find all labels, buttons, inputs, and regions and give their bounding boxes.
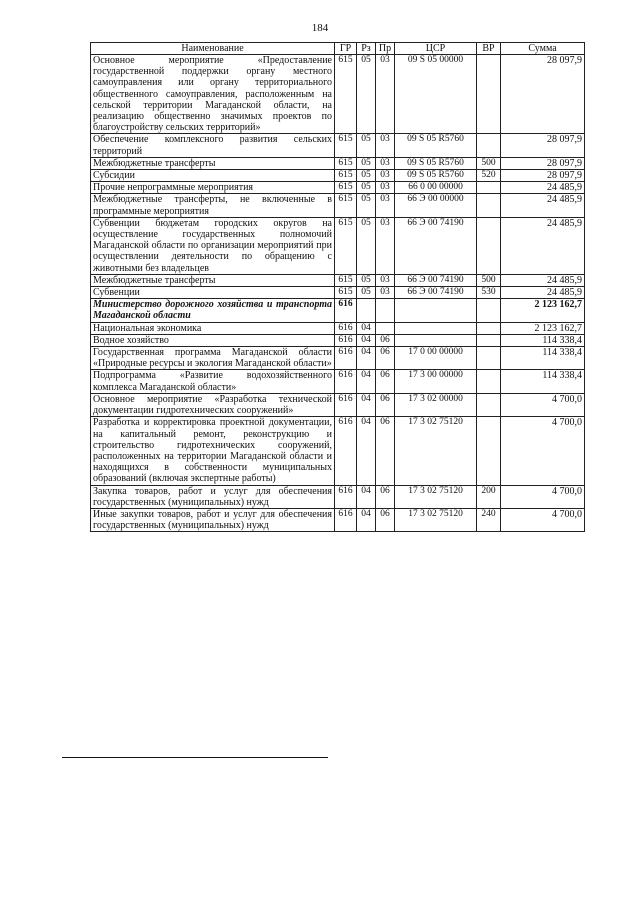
table-header-row <box>91 43 585 55</box>
cell-sum: 28 097,9 <box>501 170 585 182</box>
table-row <box>91 194 585 217</box>
cell-name: Водное хозяйство <box>91 334 335 346</box>
cell-rz: 04 <box>357 393 376 416</box>
cell-gr: 615 <box>335 170 357 182</box>
cell-csr: 17 3 02 00000 <box>395 393 477 416</box>
cell-csr: 17 3 02 75120 <box>395 485 477 508</box>
cell-csr: 09 S 05 R5760 <box>395 170 477 182</box>
header-vr: ВР <box>477 43 501 55</box>
cell-name: Министерство дорожного хозяйства и транспорта Магаданской области <box>91 299 335 322</box>
cell-pr: 03 <box>376 194 395 217</box>
cell-sum: 24 485,9 <box>501 274 585 286</box>
table-row <box>91 347 585 370</box>
cell-rz: 04 <box>357 417 376 485</box>
cell-pr: 06 <box>376 370 395 393</box>
cell-name: Государственная программа Магаданской области «Природные ресурсы и экология Магаданской области» <box>91 347 335 370</box>
cell-rz: 04 <box>357 485 376 508</box>
table-row <box>91 157 585 169</box>
cell-pr: 06 <box>376 334 395 346</box>
table-row <box>91 274 585 286</box>
cell-csr: 66 Э 00 00000 <box>395 194 477 217</box>
cell-vr <box>477 334 501 346</box>
table-body <box>91 55 585 532</box>
table-row <box>91 370 585 393</box>
cell-csr: 09 S 05 R5760 <box>395 157 477 169</box>
cell-csr: 66 Э 00 74190 <box>395 217 477 274</box>
cell-csr: 17 3 02 75120 <box>395 417 477 485</box>
cell-vr <box>477 322 501 334</box>
table-row <box>91 217 585 274</box>
cell-pr: 06 <box>376 508 395 531</box>
cell-csr: 09 S 05 R5760 <box>395 134 477 157</box>
cell-name: Закупка товаров, работ и услуг для обеспечения государственных (муниципальных) нужд <box>91 485 335 508</box>
cell-rz: 05 <box>357 274 376 286</box>
cell-pr: 03 <box>376 55 395 134</box>
cell-rz: 04 <box>357 334 376 346</box>
cell-name: Основное мероприятие «Разработка технической документации гидротехнических сооружений» <box>91 393 335 416</box>
cell-rz: 05 <box>357 157 376 169</box>
table-row <box>91 299 585 322</box>
cell-vr <box>477 393 501 416</box>
cell-gr: 615 <box>335 217 357 274</box>
cell-csr: 66 Э 00 74190 <box>395 287 477 299</box>
cell-sum: 114 338,4 <box>501 334 585 346</box>
cell-sum: 28 097,9 <box>501 157 585 169</box>
cell-pr: 06 <box>376 347 395 370</box>
cell-pr: 03 <box>376 287 395 299</box>
table-row <box>91 287 585 299</box>
cell-gr: 615 <box>335 55 357 134</box>
cell-gr: 615 <box>335 157 357 169</box>
table-row <box>91 55 585 134</box>
cell-rz: 05 <box>357 134 376 157</box>
table-row <box>91 134 585 157</box>
cell-gr: 615 <box>335 134 357 157</box>
table-row <box>91 485 585 508</box>
cell-pr: 06 <box>376 485 395 508</box>
header-name: Наименование <box>91 43 335 55</box>
table-row <box>91 322 585 334</box>
cell-gr: 616 <box>335 485 357 508</box>
cell-gr: 616 <box>335 322 357 334</box>
cell-name: Подпрограмма «Развитие водохозяйственного комплекса Магаданской области» <box>91 370 335 393</box>
cell-name: Межбюджетные трансферты <box>91 157 335 169</box>
cell-vr <box>477 370 501 393</box>
cell-name: Иные закупки товаров, работ и услуг для обеспечения государственных (муниципальных) нужд <box>91 508 335 531</box>
cell-csr: 09 S 05 00000 <box>395 55 477 134</box>
header-gr: ГР <box>335 43 357 55</box>
cell-gr: 615 <box>335 182 357 194</box>
cell-vr <box>477 299 501 322</box>
cell-rz: 04 <box>357 370 376 393</box>
cell-sum: 2 123 162,7 <box>501 299 585 322</box>
cell-name: Межбюджетные трансферты <box>91 274 335 286</box>
cell-gr: 616 <box>335 334 357 346</box>
header-sum: Сумма <box>501 43 585 55</box>
cell-gr: 616 <box>335 508 357 531</box>
cell-name: Национальная экономика <box>91 322 335 334</box>
table-row <box>91 393 585 416</box>
cell-vr <box>477 417 501 485</box>
cell-vr: 520 <box>477 170 501 182</box>
cell-csr: 17 3 00 00000 <box>395 370 477 393</box>
cell-pr: 03 <box>376 170 395 182</box>
cell-gr: 615 <box>335 194 357 217</box>
cell-csr <box>395 322 477 334</box>
cell-name: Разработка и корректировка проектной документации, на капитальный ремонт, реконструкцию и строительство гидротехнических сооружений, расположенных на территории Магаданской области и находящихся в собственности муниципальных образований (включая экспертные работы) <box>91 417 335 485</box>
cell-vr <box>477 347 501 370</box>
cell-vr: 500 <box>477 274 501 286</box>
cell-vr <box>477 217 501 274</box>
cell-pr: 06 <box>376 417 395 485</box>
cell-sum: 4 700,0 <box>501 485 585 508</box>
cell-rz: 05 <box>357 217 376 274</box>
table-row <box>91 508 585 531</box>
cell-name: Субвенции бюджетам городских округов на осуществление государственных полномочий Магаданской области по организации мероприятий при осуществлении деятельности по обращению с животными без владельцев <box>91 217 335 274</box>
cell-pr: 03 <box>376 134 395 157</box>
cell-sum: 24 485,9 <box>501 182 585 194</box>
cell-sum: 4 700,0 <box>501 508 585 531</box>
cell-name: Прочие непрограммные мероприятия <box>91 182 335 194</box>
table-row <box>91 417 585 485</box>
cell-gr: 616 <box>335 347 357 370</box>
cell-vr: 500 <box>477 157 501 169</box>
cell-gr: 616 <box>335 370 357 393</box>
cell-pr <box>376 322 395 334</box>
cell-gr: 616 <box>335 417 357 485</box>
cell-pr: 03 <box>376 274 395 286</box>
cell-rz: 05 <box>357 182 376 194</box>
cell-rz <box>357 299 376 322</box>
budget-table <box>90 42 585 532</box>
header-rz: Рз <box>357 43 376 55</box>
cell-csr: 66 Э 00 74190 <box>395 274 477 286</box>
cell-vr <box>477 182 501 194</box>
cell-sum: 4 700,0 <box>501 393 585 416</box>
cell-sum: 28 097,9 <box>501 55 585 134</box>
table-row <box>91 334 585 346</box>
table-row <box>91 182 585 194</box>
cell-name: Субвенции <box>91 287 335 299</box>
cell-csr: 66 0 00 00000 <box>395 182 477 194</box>
cell-gr: 616 <box>335 299 357 322</box>
cell-vr: 240 <box>477 508 501 531</box>
cell-vr <box>477 55 501 134</box>
cell-vr <box>477 194 501 217</box>
cell-sum: 4 700,0 <box>501 417 585 485</box>
cell-vr <box>477 134 501 157</box>
cell-pr: 03 <box>376 157 395 169</box>
page-number: 184 <box>311 22 329 34</box>
cell-rz: 05 <box>357 170 376 182</box>
table-row <box>91 170 585 182</box>
cell-csr: 17 3 02 75120 <box>395 508 477 531</box>
cell-rz: 05 <box>357 55 376 134</box>
cell-vr: 200 <box>477 485 501 508</box>
cell-name: Субсидии <box>91 170 335 182</box>
cell-gr: 615 <box>335 274 357 286</box>
cell-sum: 24 485,9 <box>501 287 585 299</box>
cell-gr: 616 <box>335 393 357 416</box>
cell-rz: 04 <box>357 322 376 334</box>
cell-name: Обеспечение комплексного развития сельских территорий <box>91 134 335 157</box>
cell-rz: 04 <box>357 508 376 531</box>
header-pr: Пр <box>376 43 395 55</box>
cell-gr: 615 <box>335 287 357 299</box>
cell-name: Основное мероприятие «Предоставление государственной поддержки органу местного самоуправления или органу территориального общественного самоуправления, расположенным на сельской территории Магаданской области, на реализацию общественно значимых проектов по благоустройству сельских территорий» <box>91 55 335 134</box>
footer-rule <box>62 757 328 758</box>
cell-sum: 28 097,9 <box>501 134 585 157</box>
cell-csr <box>395 334 477 346</box>
header-csr: ЦСР <box>395 43 477 55</box>
cell-sum: 24 485,9 <box>501 217 585 274</box>
cell-rz: 04 <box>357 347 376 370</box>
cell-rz: 05 <box>357 287 376 299</box>
cell-pr: 03 <box>376 182 395 194</box>
cell-csr: 17 0 00 00000 <box>395 347 477 370</box>
cell-rz: 05 <box>357 194 376 217</box>
cell-csr <box>395 299 477 322</box>
cell-vr: 530 <box>477 287 501 299</box>
cell-pr: 03 <box>376 217 395 274</box>
cell-sum: 2 123 162,7 <box>501 322 585 334</box>
cell-pr <box>376 299 395 322</box>
cell-sum: 114 338,4 <box>501 347 585 370</box>
cell-sum: 114 338,4 <box>501 370 585 393</box>
cell-name: Межбюджетные трансферты, не включенные в программные мероприятия <box>91 194 335 217</box>
cell-pr: 06 <box>376 393 395 416</box>
cell-sum: 24 485,9 <box>501 194 585 217</box>
